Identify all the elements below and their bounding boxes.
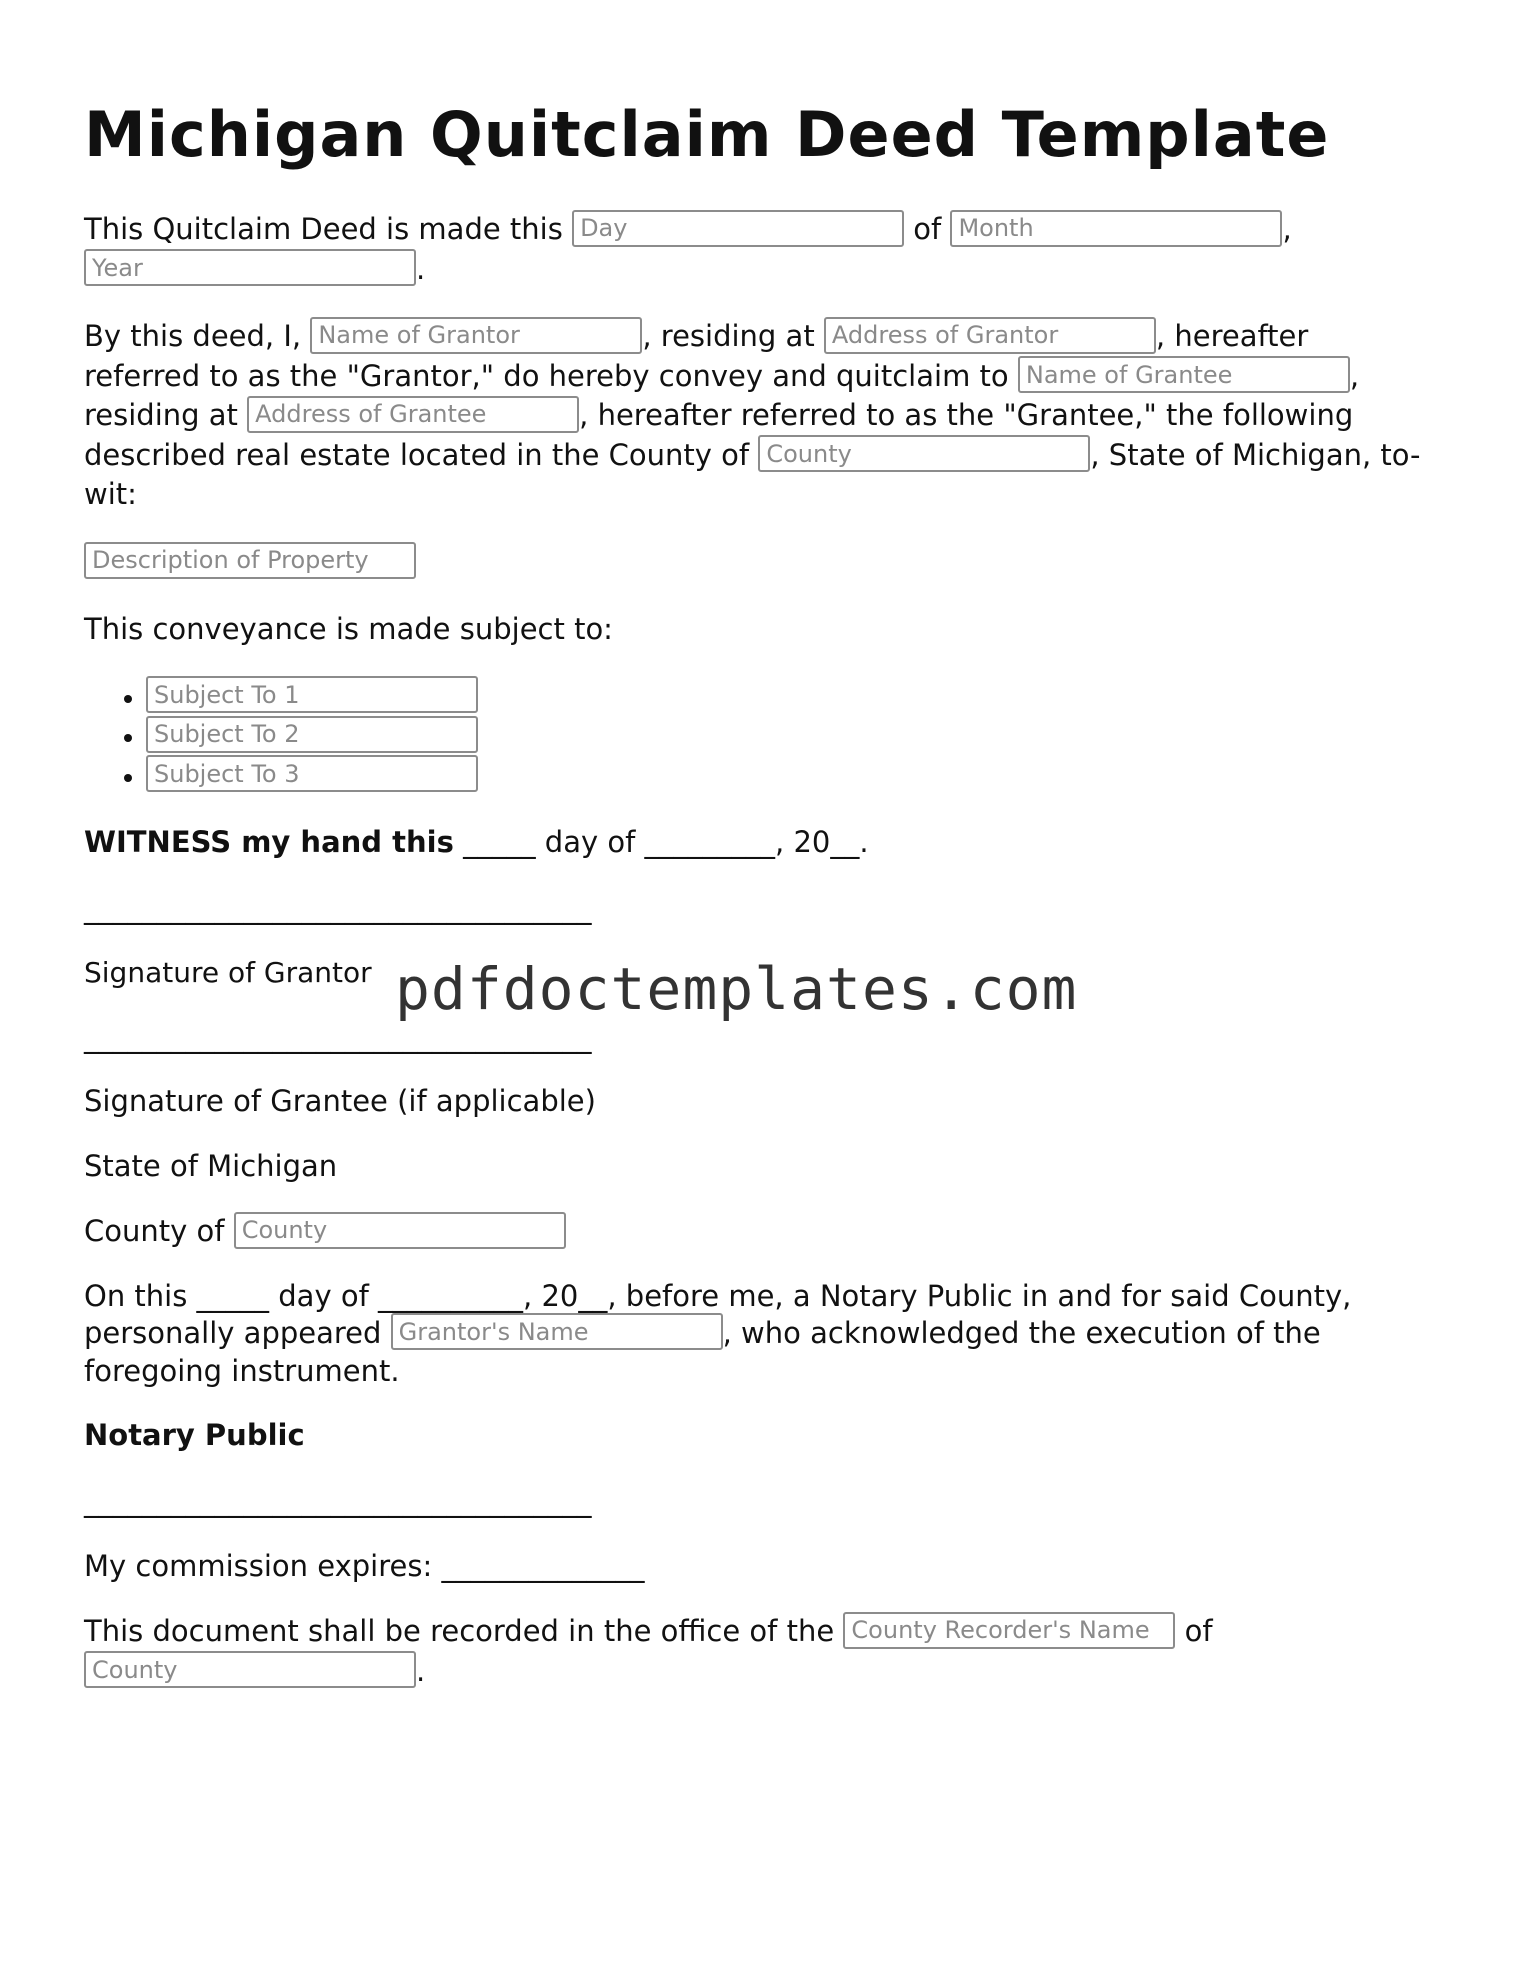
grantee-name-field[interactable]	[1018, 356, 1350, 393]
page-title: Michigan Quitclaim Deed Template	[84, 98, 1330, 171]
subject-list	[84, 677, 1424, 796]
notary-state: State of Michigan	[84, 1149, 338, 1184]
acknowledgment-paragraph: On this _____ day of __________, 20__, before me, a Notary Public in and for said County, personally appeared Grantor's Name , who acknowledged the execution of the foregoing instrument.	[84, 1278, 1424, 1391]
county-recorder-field[interactable]	[843, 1612, 1175, 1649]
grantor-address-field[interactable]	[824, 317, 1156, 354]
grantee-address-field[interactable]	[247, 396, 579, 433]
subject-heading: This conveyance is made subject to:	[84, 611, 613, 646]
grantor-signature-label: Signature of Grantor	[84, 956, 372, 990]
witness-line: WITNESS my hand this _____ day of _________, 20__.	[84, 825, 869, 860]
commission-expires: My commission expires: ______________	[84, 1549, 645, 1584]
notary-county-line: County of County	[84, 1212, 1424, 1252]
notary-heading: Notary Public	[84, 1418, 305, 1453]
subject-to-2-field[interactable]	[146, 716, 478, 753]
list-item	[146, 677, 1424, 717]
watermark-text: pdfdoctemplates.com	[395, 955, 1078, 1023]
subject-to-1-field[interactable]	[146, 676, 478, 713]
grantor-signature-line: ___________________________________	[84, 891, 592, 926]
list-item	[146, 756, 1424, 796]
notary-county-field[interactable]	[234, 1212, 566, 1249]
recording-county-field[interactable]	[84, 1651, 416, 1688]
grantor-name-field[interactable]	[310, 317, 642, 354]
notary-signature-line: ___________________________________	[84, 1484, 592, 1519]
grantee-signature-line: ___________________________________	[84, 1020, 592, 1055]
day-field[interactable]	[572, 210, 904, 247]
month-field[interactable]	[950, 210, 1282, 247]
parties-paragraph: By this deed, I, Name of Grantor , residing at Address of Grantor , hereafter referred to as the "Grantor," do hereby convey and quitclaim to Name of Grantee , residing at Address of Grantee , hereafter referred to as the "Grantee," the following described real estate located in the County of County , State of Michigan, to-wit:	[84, 317, 1424, 514]
grantee-signature-label: Signature of Grantee (if applicable)	[84, 1084, 596, 1119]
property-paragraph	[84, 542, 1424, 582]
subject-to-3-field[interactable]	[146, 755, 478, 792]
grantor-name-ack-field[interactable]	[391, 1313, 723, 1350]
property-description-field[interactable]	[84, 542, 416, 579]
document	[84, 98, 1424, 1691]
list-item	[146, 716, 1424, 756]
year-field[interactable]	[84, 249, 416, 286]
intro-paragraph: This Quitclaim Deed is made this Day of Month , Year.	[84, 210, 1424, 289]
county-field[interactable]	[758, 435, 1090, 472]
recording-paragraph: This document shall be recorded in the office of the County Recorder's Name of County.	[84, 1612, 1424, 1691]
